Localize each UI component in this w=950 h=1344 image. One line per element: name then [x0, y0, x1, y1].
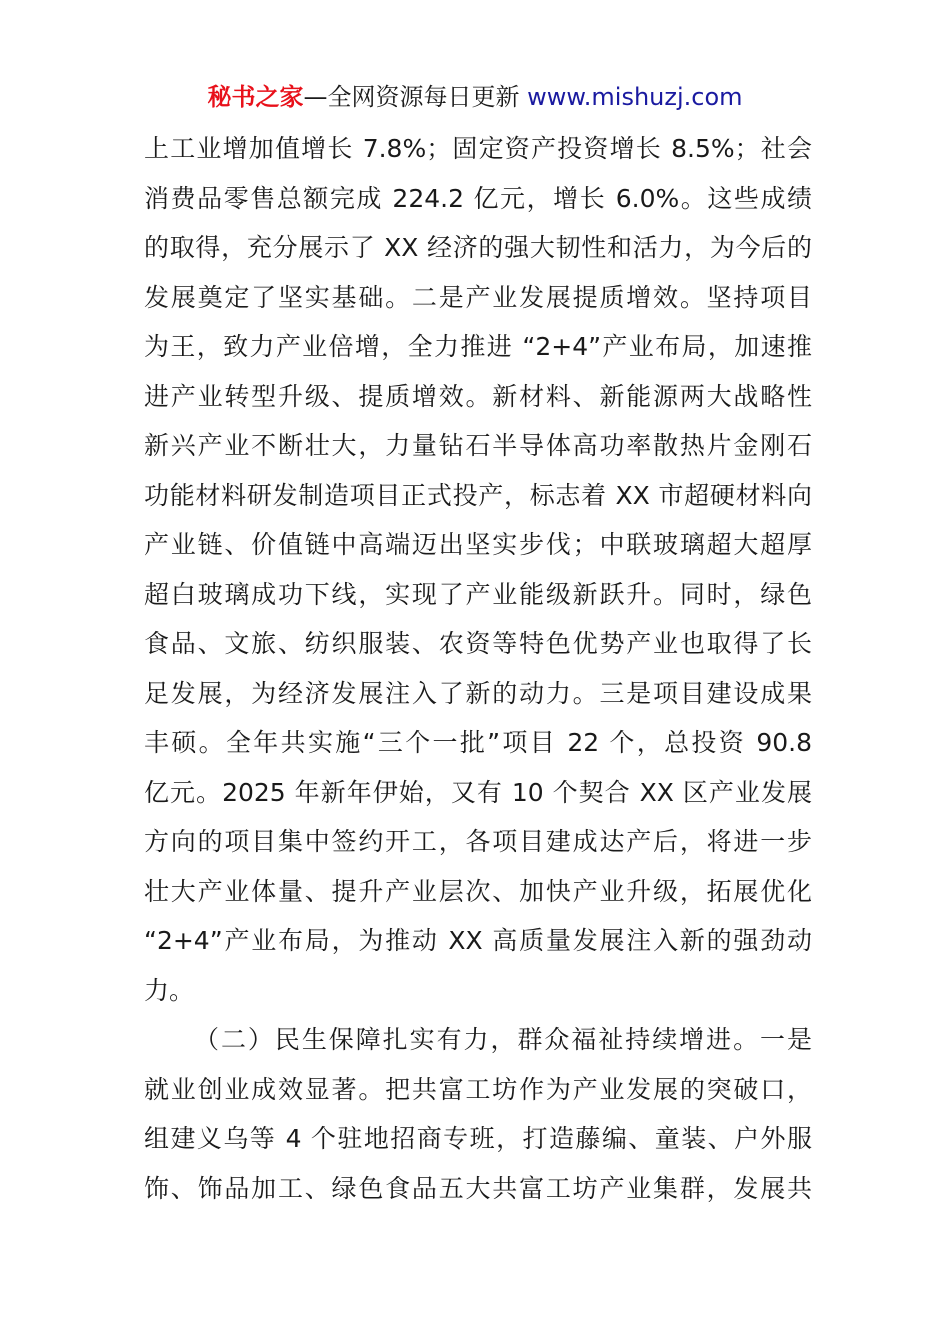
body-line: 亿元。2025 年新年伊始，又有 10 个契合 XX 区产业发展: [144, 777, 812, 807]
body-line: 足发展，为经济发展注入了新的动力。三是项目建设成果: [144, 678, 812, 708]
body-line: 方向的项目集中签约开工，各项目建成达产后，将进一步: [144, 827, 812, 856]
section-heading-line: （二）民生保障扎实有力，群众福祉持续增进。一是: [194, 1025, 812, 1054]
document-body: [144, 124, 812, 1213]
site-url-link[interactable]: www.mishuzj.com: [527, 83, 743, 111]
body-line: 新兴产业不断壮大，力量钻石半导体高功率散热片金刚石: [144, 431, 812, 460]
body-line: 发展奠定了坚实基础。二是产业发展提质增效。坚持项目: [144, 282, 812, 312]
body-line: 上工业增加值增长 7.8%；固定资产投资增长 8.5%；社会: [144, 134, 812, 163]
body-line: 消费品零售总额完成 224.2 亿元，增长 6.0%。这些成绩: [144, 183, 812, 213]
body-line: 丰硕。全年共实施“三个一批”项目 22 个，总投资 90.8: [144, 728, 812, 757]
body-line: 组建义乌等 4 个驻地招商专班，打造藤编、童装、户外服: [144, 1124, 812, 1153]
header-tagline: —全网资源每日更新: [303, 83, 520, 111]
body-line: 食品、文旅、纺织服装、农资等特色优势产业也取得了长: [144, 629, 812, 658]
body-line: “2+4”产业布局，为推动 XX 高质量发展注入新的强劲动: [144, 926, 812, 955]
body-line: 饰、饰品加工、绿色食品五大共富工坊产业集群，发展共: [144, 1173, 812, 1203]
body-line: 产业链、价值链中高端迈出坚实步伐；中联玻璃超大超厚: [144, 530, 812, 559]
brand-name: 秘书之家: [207, 83, 304, 111]
body-line: 功能材料研发制造项目正式投产，标志着 XX 市超硬材料向: [144, 480, 812, 510]
body-line: 进产业转型升级、提质增效。新材料、新能源两大战略性: [144, 381, 812, 411]
body-line: 超白玻璃成功下线，实现了产业能级新跃升。同时，绿色: [144, 579, 812, 609]
body-line: 为王，致力产业倍增，全力推进 “2+4”产业布局，加速推: [144, 332, 812, 361]
body-line: 就业创业成效显著。把共富工坊作为产业发展的突破口，: [144, 1074, 812, 1104]
body-line: 的取得，充分展示了 XX 经济的强大韧性和活力，为今后的: [144, 233, 812, 262]
body-line: 力。: [144, 975, 195, 1005]
page-header: [0, 80, 950, 114]
body-line: 壮大产业体量、提升产业层次、加快产业升级，拓展优化: [144, 876, 812, 906]
